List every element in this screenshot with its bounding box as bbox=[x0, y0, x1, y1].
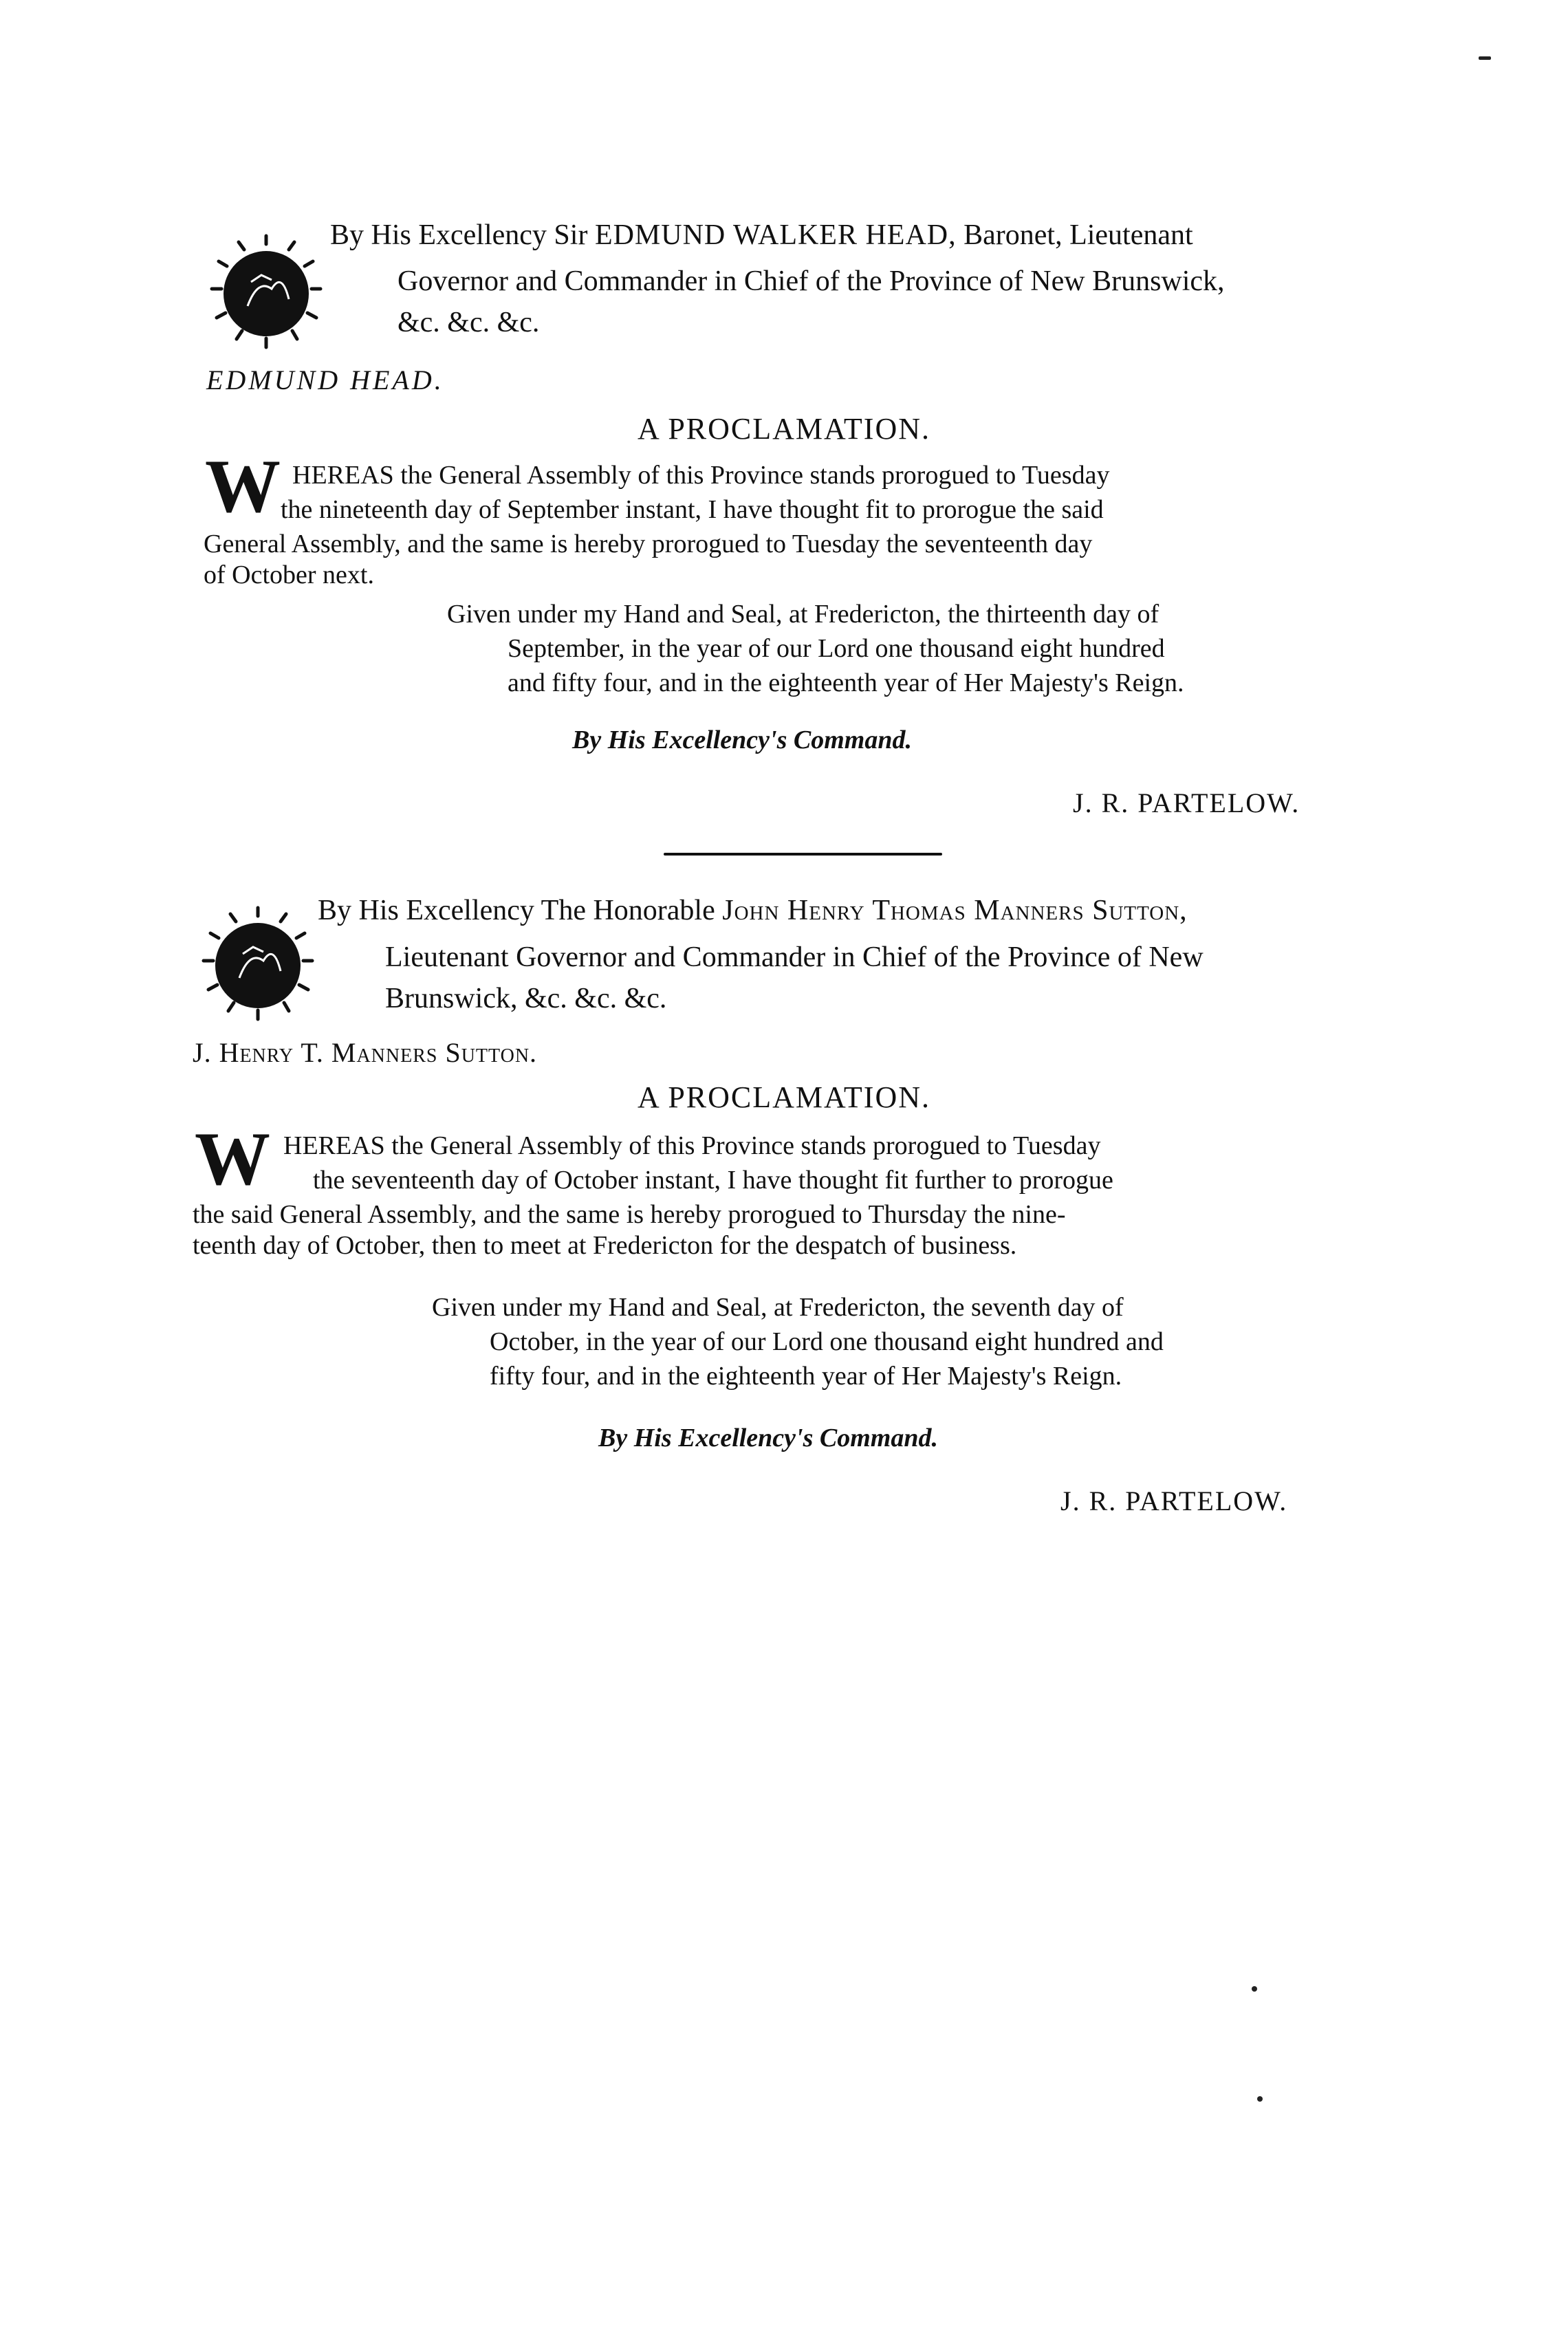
header-line-1 bbox=[318, 894, 1188, 927]
command-line: By His Excellency's Command. bbox=[598, 1424, 938, 1452]
drop-cap: W bbox=[205, 444, 281, 528]
secretary-name: J. R. PARTELOW. bbox=[1073, 787, 1300, 818]
body-line-1: HEREAS the General Assembly of this Province stands prorogued to Tuesday bbox=[283, 1131, 1101, 1160]
body-line-4: of October next. bbox=[204, 560, 374, 589]
scan-mark bbox=[1479, 56, 1491, 60]
drop-cap: W bbox=[195, 1117, 270, 1201]
scan-mark bbox=[1252, 1986, 1257, 1992]
body-line-3: General Assembly, and the same is hereby prorogued to Tuesday the seventeenth day bbox=[204, 530, 1093, 558]
header-line-1 bbox=[330, 219, 1193, 252]
body-line-1: HEREAS the General Assembly of this Province stands prorogued to Tuesday bbox=[292, 461, 1110, 490]
given-line-1: Given under my Hand and Seal, at Fredericton, the thirteenth day of bbox=[447, 600, 1159, 629]
header-line-3: Brunswick, &c. &c. &c. bbox=[385, 983, 667, 1014]
given-line-2: October, in the year of our Lord one thousand eight hundred and bbox=[490, 1327, 1164, 1356]
governor-signature: J. Henry T. Manners Sutton. bbox=[193, 1037, 538, 1068]
header-line-3: &c. &c. &c. bbox=[398, 307, 540, 338]
seal-icon bbox=[206, 230, 327, 351]
scan-mark bbox=[1257, 2096, 1263, 2102]
header-line-2: Lieutenant Governor and Commander in Chief of the Province of New bbox=[385, 941, 1204, 973]
proclamation-title: A PROCLAMATION. bbox=[637, 412, 931, 446]
given-line-1: Given under my Hand and Seal, at Fredericton, the seventh day of bbox=[432, 1293, 1124, 1322]
header-suffix: Baronet, Lieutenant bbox=[963, 219, 1193, 251]
section-divider bbox=[664, 853, 942, 856]
seal-icon bbox=[198, 902, 318, 1023]
body-line-2: the nineteenth day of September instant, I have thought fit to prorogue the said bbox=[281, 495, 1104, 524]
secretary-name: J. R. PARTELOW. bbox=[1060, 1485, 1288, 1516]
given-line-3: fifty four, and in the eighteenth year of Her Majesty's Reign. bbox=[490, 1362, 1122, 1391]
body-line-3: the said General Assembly, and the same is hereby prorogued to Thursday the nine- bbox=[193, 1200, 1066, 1229]
given-line-3: and fifty four, and in the eighteenth year of Her Majesty's Reign. bbox=[508, 668, 1184, 697]
proclamation-title: A PROCLAMATION. bbox=[637, 1080, 931, 1114]
governor-signature: EDMUND HEAD. bbox=[206, 364, 444, 395]
body-line-4: teenth day of October, then to meet at Fredericton for the despatch of business. bbox=[193, 1231, 1017, 1260]
header-prefix: By His Excellency The Honorable bbox=[318, 895, 715, 926]
governor-name: EDMUND WALKER HEAD, bbox=[594, 219, 957, 251]
command-line: By His Excellency's Command. bbox=[572, 726, 912, 754]
header-prefix: By His Excellency Sir bbox=[330, 219, 588, 251]
governor-name: John Henry Thomas Manners Sutton, bbox=[722, 895, 1188, 926]
body-line-2: the seventeenth day of October instant, I have thought fit further to prorogue bbox=[313, 1166, 1113, 1195]
given-line-2: September, in the year of our Lord one thousand eight hundred bbox=[508, 634, 1165, 663]
header-line-2: Governor and Commander in Chief of the Province of New Brunswick, bbox=[398, 265, 1225, 297]
